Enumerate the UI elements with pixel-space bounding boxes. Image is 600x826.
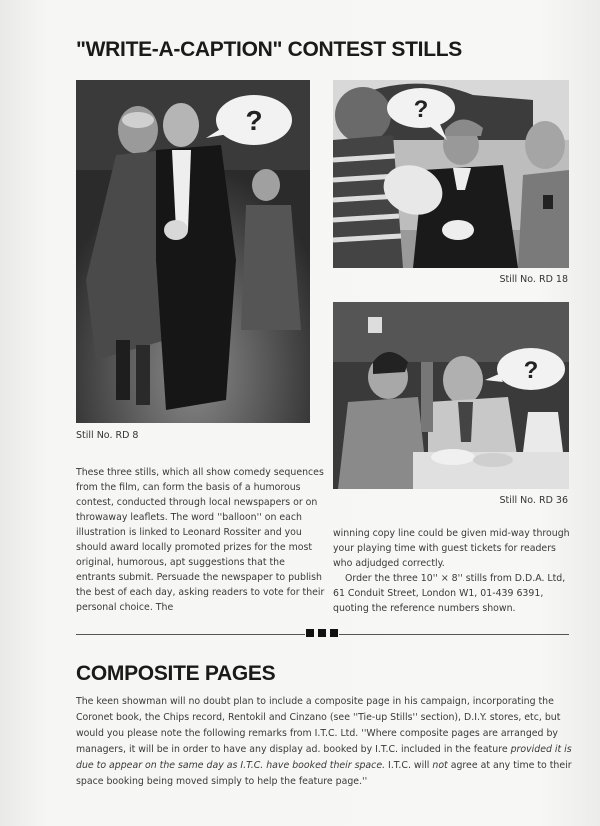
still-caption-rd8: Still No. RD 8 [76, 430, 139, 441]
speech-balloon-icon [483, 344, 569, 394]
composite-pages-paragraph [76, 694, 576, 790]
still-caption-rd36: Still No. RD 36 [499, 495, 568, 506]
contest-description-col1: These three stills, which all show comedy sequences from the film, can form the basis of a humorous contest, conducted through local newspapers or on throwaway leaflets. The word ''balloon'' on each illustration is linked to Leonard Rossiter and you should award locally promoted prizes for the most original, humorous, apt suggestions that the entrants submit. Persuade the newspaper to publish the best of each day, asking readers to vote for their personal choice. The [76, 467, 325, 613]
still-photo-rd18 [333, 80, 569, 268]
composite-text-b: I.T.C. will [385, 760, 433, 771]
balloon-question-mark: ? [523, 357, 539, 384]
ornament-square [306, 629, 314, 637]
speech-balloon-icon [383, 84, 463, 142]
contest-paragraph-winning: winning copy line could be given mid-way through your playing time with guest tickets for readers who adjudged correctly. [333, 528, 570, 569]
ornament-square [330, 629, 338, 637]
contest-description-col2 [333, 526, 578, 616]
still-photo-rd8 [76, 80, 310, 423]
dining-couple-image [333, 302, 569, 489]
divider-ornament [305, 629, 339, 637]
still-caption-rd18: Still No. RD 18 [499, 274, 568, 285]
composite-text-italic-2: not [432, 760, 448, 771]
section-title-composite-pages: COMPOSITE PAGES [76, 662, 276, 685]
balloon-question-mark: ? [245, 105, 263, 136]
contest-paragraph-order: Order the three 10'' × 8'' stills from D.D.A. Ltd, 61 Conduit Street, London W1, 01-439 6391, quoting the reference numbers shown. [333, 573, 566, 614]
still-photo-rd36 [333, 302, 569, 489]
ornament-square [318, 629, 326, 637]
balloon-question-mark: ? [413, 96, 429, 123]
speech-balloon-icon [204, 90, 294, 150]
composite-text-a: The keen showman will no doubt plan to include a composite page in his campaign, incorporating the Coronet book, the Chips record, Rentokil and Cinzano (see ''Tie-up Stills'' section), D.I.Y. stores, etc, but would you please note the following remarks from I.T.C. Ltd. ''Where composite pages are arranged by managers, it will be in order to have any display ad. booked by I.T.C. included in the feature [76, 696, 561, 755]
composite-text-c: agree at any time to their space booking being moved simply to help the feature page.'' [76, 760, 572, 787]
composite-text-italic-1: provided it is due to appear on the same day as I.T.C. have booked their space. [76, 744, 572, 771]
section-title-write-a-caption: "WRITE-A-CAPTION" CONTEST STILLS [76, 38, 462, 61]
